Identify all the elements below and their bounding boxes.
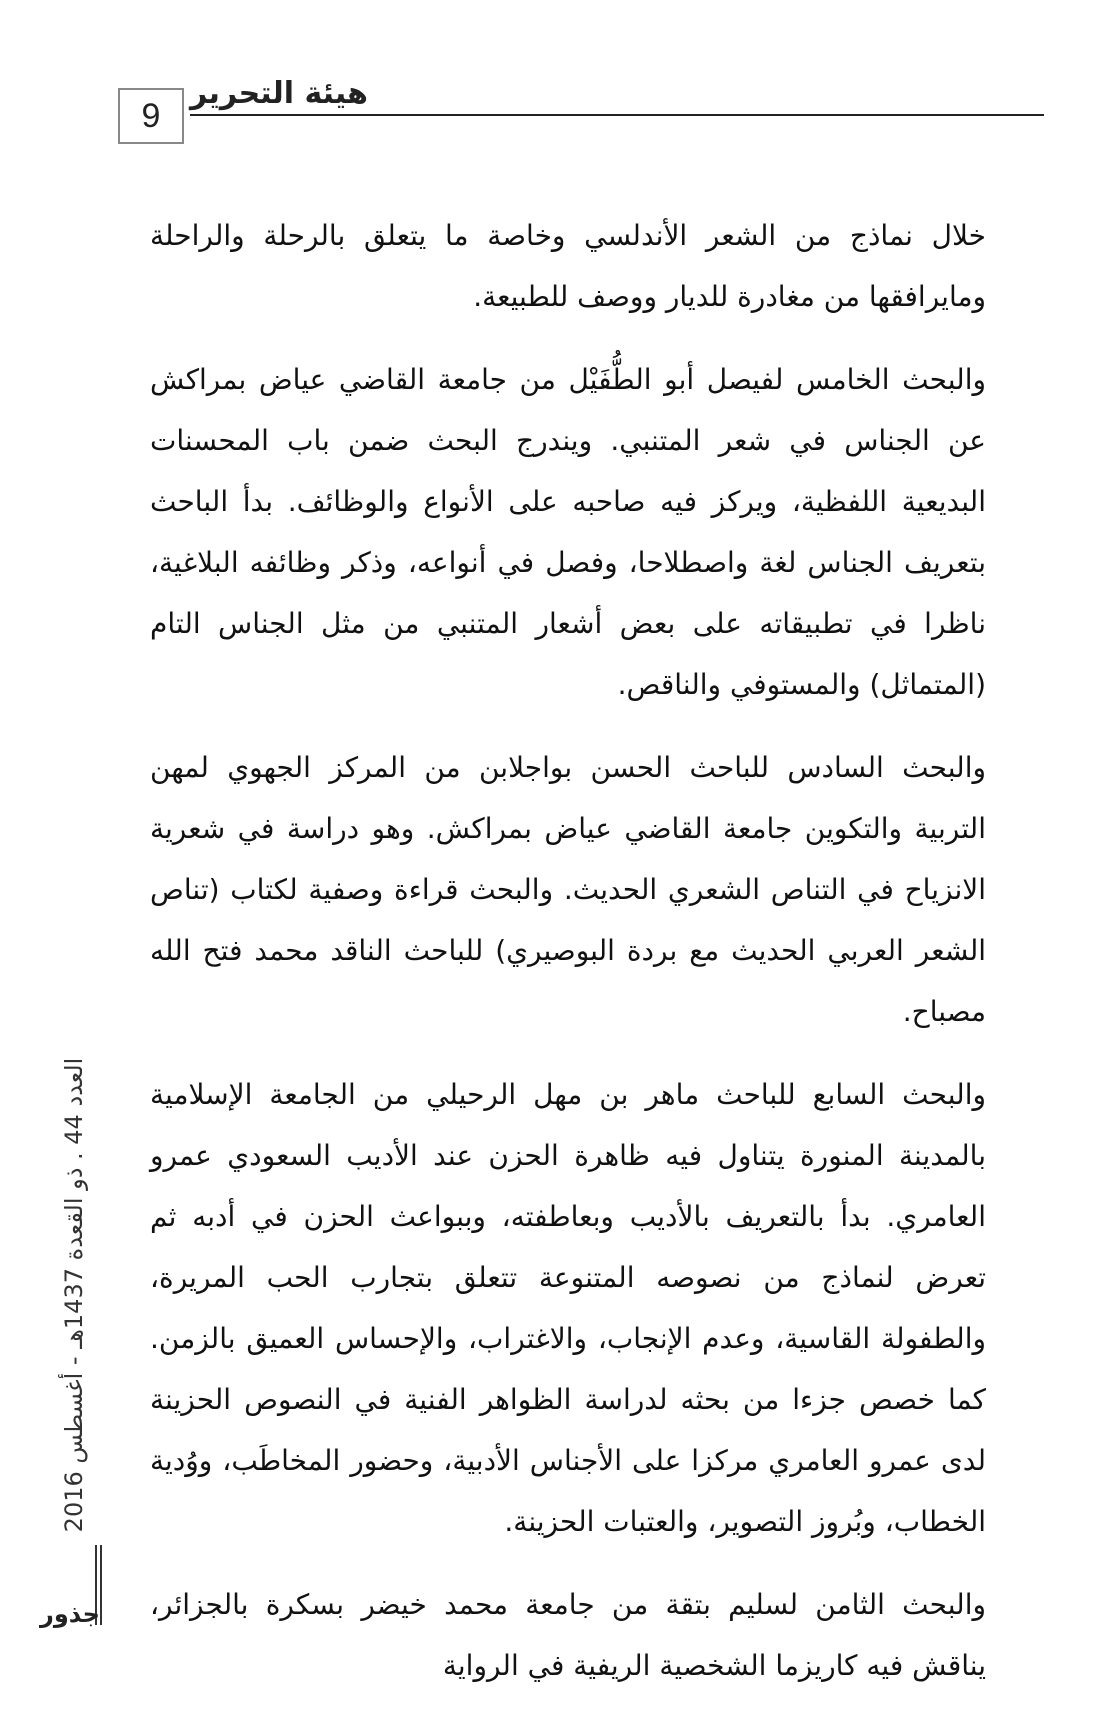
page-number: 9 [118,88,184,144]
footer-divider [100,1545,102,1625]
journal-logo: جذور [40,1600,100,1628]
page-header [118,76,1044,146]
article-body [150,205,986,1718]
issue-info-vertical [54,1045,94,1545]
paragraph: خلال نماذج من الشعر الأندلسي وخاصة ما يتعلق بالرحلة والراحلة ومايرافقها من مغادرة للديار ووصف للطبيعة. [150,219,986,313]
paragraph: والبحث السابع للباحث ماهر بن مهل الرحيلي من الجامعة الإسلامية بالمدينة المنورة يتناول فيه ظاهرة الحزن عند الأديب السعودي عمرو العامري. بدأ بالتعريف بالأديب وبعاطفته، وببواعث الحزن في أدبه ثم تعرض لنماذج من نصوصه المتنوعة تتعلق بتجارب الحب المريرة، والطفولة القاسية، وعدم الإنجاب، والاغتراب، والإحساس العميق بالزمن. كما خصص جزءا من بحثه لدراسة الظواهر الفنية في النصوص الحزينة لدى عمرو العامري مركزا على الأجناس الأدبية، وحضور المخاطَب، ووُدية الخطاب، وبُروز التصوير، والعتبات الحزينة. [150,1078,986,1538]
paragraph: والبحث السادس للباحث الحسن بواجلابن من المركز الجهوي لمهن التربية والتكوين جامعة القاضي عياض بمراكش. وهو دراسة في شعرية الانزياح في التناص الشعري الحديث. والبحث قراءة وصفية لكتاب (تناص الشعر العربي الحديث مع بردة البوصيري) للباحث الناقد محمد فتح الله مصباح. [150,751,986,1028]
paragraph: والبحث الخامس لفيصل أبو الطُّفَيْل من جامعة القاضي عياض بمراكش عن الجناس في شعر المتنبي. ويندرج البحث ضمن باب المحسنات البديعية اللفظية، ويركز فيه صاحبه على الأنواع والوظائف. بدأ الباحث بتعريف الجناس لغة واصطلاحا، وفصل في أنواعه، وذكر وظائفه البلاغية، ناظرا في تطبيقاته على بعض أشعار المتنبي من مثل الجناس التام (المتماثل) والمستوفي والناقص. [150,363,986,701]
issue-info: العدد 44 . ذو القعدة 1437هـ - أغسطس 2016 [60,1057,88,1533]
section-title: هيئة التحرير [190,76,368,111]
header-divider [190,114,1044,116]
paragraph: والبحث الثامن لسليم بتقة من جامعة محمد خيضر بسكرة بالجزائر، يناقش فيه كاريزما الشخصية الريفية في الرواية [150,1588,986,1682]
